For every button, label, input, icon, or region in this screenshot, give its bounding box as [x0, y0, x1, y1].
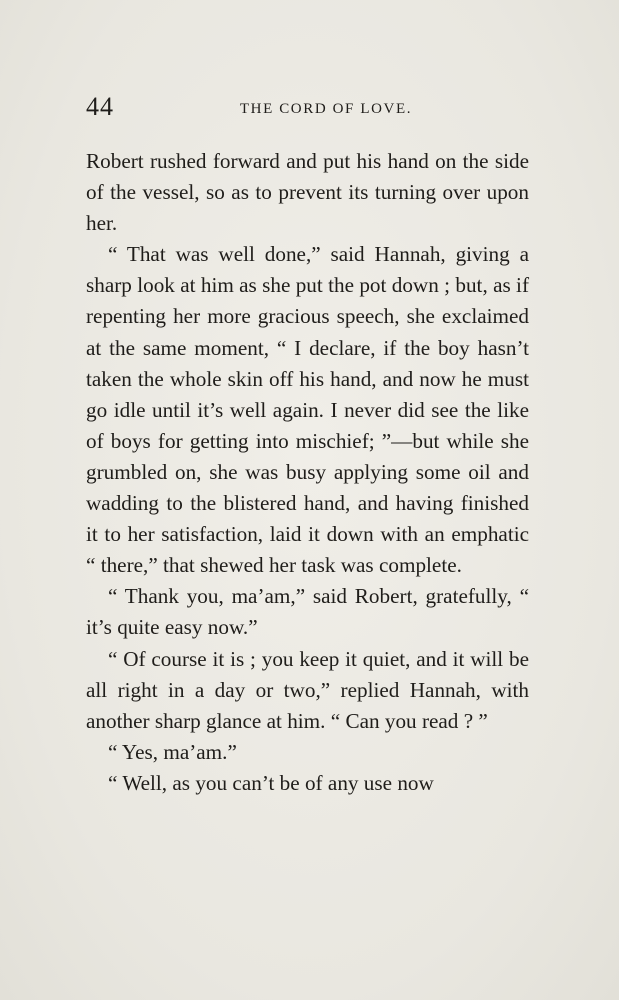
paragraph: Robert rushed forward and put his hand on the side of the vessel, so as to prevent its turning over upon her.: [86, 149, 529, 236]
paragraph: “ Thank you, ma’am,” said Robert, gratefully, “ it’s quite easy now.”: [86, 584, 529, 640]
paragraph: “ That was well done,” said Hannah, giving a sharp look at him as she put the pot down ; but, as if repenting her more gracious speech, she exclaimed at the same moment, “ I declare, if the boy hasn’t taken the whole skin off his hand, and now he must go idle until it’s well again. I never did see the like of boys for getting into mischief; ”—but while she grumbled on, she was busy applying some oil and wadding to the blistered hand, and having finished it to her satisfaction, laid it down with an emphatic “ there,” that shewed her task was complete.: [86, 242, 529, 578]
page-number: 44: [86, 92, 114, 121]
body-text: [86, 146, 529, 799]
running-title: THE CORD OF LOVE.: [239, 101, 413, 117]
paragraph: “ Well, as you can’t be of any use now: [108, 770, 434, 795]
paragraph: “ Yes, ma’am.”: [108, 739, 237, 764]
page-header: [86, 92, 526, 132]
paragraph: “ Of course it is ; you keep it quiet, and it will be all right in a day or two,” replied Hannah, with another sharp glance at him. “ Can you read ? ”: [86, 646, 529, 733]
